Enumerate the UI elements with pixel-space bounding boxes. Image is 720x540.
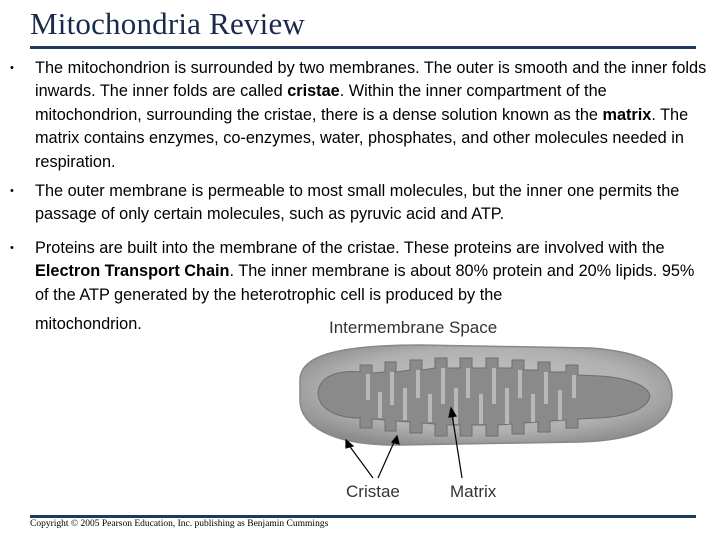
bullet-2-text: The outer membrane is permeable to most small molecules, but the inner one permits the passage of only certain molecules, such as pyruvic acid and ATP. [35, 182, 680, 224]
cristae-arrow [378, 440, 395, 478]
crista-fold [416, 370, 420, 398]
bullet-3-last-line: mitochondrion. [35, 315, 142, 333]
etc-term: Electron Transport Chain [35, 262, 230, 281]
bullet-1-part1: The mitochondrion is surrounded by two membranes. The outer is smooth and the inner folds inwards. The inner folds are called [35, 59, 707, 101]
crista-fold [366, 374, 370, 400]
cristae-label: Cristae [346, 482, 400, 501]
bullet-3-part1: Proteins are built into the membrane of the cristae. These proteins are involved with the [35, 239, 665, 257]
crista-fold [505, 388, 509, 424]
crista-fold [479, 394, 483, 424]
matrix-label: Matrix [450, 482, 497, 501]
crista-fold [531, 394, 535, 422]
crista-fold [428, 394, 432, 422]
footer-rule [30, 515, 696, 518]
matrix-term: matrix [602, 105, 652, 124]
bullet-1-part3: . The matrix contains enzymes, co-enzymes, water, phosphates, and other molecules needed in respiration. [35, 105, 689, 171]
crista-fold [378, 392, 382, 418]
copyright-footer: Copyright © 2005 Pearson Education, Inc. publishing as Benjamin Cummings [30, 519, 329, 529]
crista-fold [403, 388, 407, 420]
slide-title: Mitochondria Review [30, 6, 305, 41]
crista-fold [518, 370, 522, 398]
bullet-marker: • [10, 242, 14, 254]
bullet-3-part2: . The inner membrane is about 80% protein and 20% lipids. 95% of the ATP generated by the heterotrophic cell is produced by the [35, 262, 695, 304]
bullet-1-part2: . Within the inner compartment of the mitochondrion, surrounding the cristae, there is a dense solution known as the [35, 82, 607, 124]
crista-fold [544, 372, 548, 404]
intermembrane-space-label: Intermembrane Space [329, 318, 498, 337]
bullet-marker: • [10, 62, 14, 74]
crista-fold [492, 368, 496, 404]
cristae-term: cristae [287, 82, 340, 101]
cristae-arrow [348, 444, 373, 478]
crista-fold [454, 388, 458, 424]
crista-fold [441, 368, 445, 404]
crista-fold [558, 390, 562, 420]
crista-fold [572, 375, 576, 398]
crista-fold [466, 368, 470, 398]
bullet-marker: • [10, 185, 14, 197]
crista-fold [390, 372, 394, 405]
